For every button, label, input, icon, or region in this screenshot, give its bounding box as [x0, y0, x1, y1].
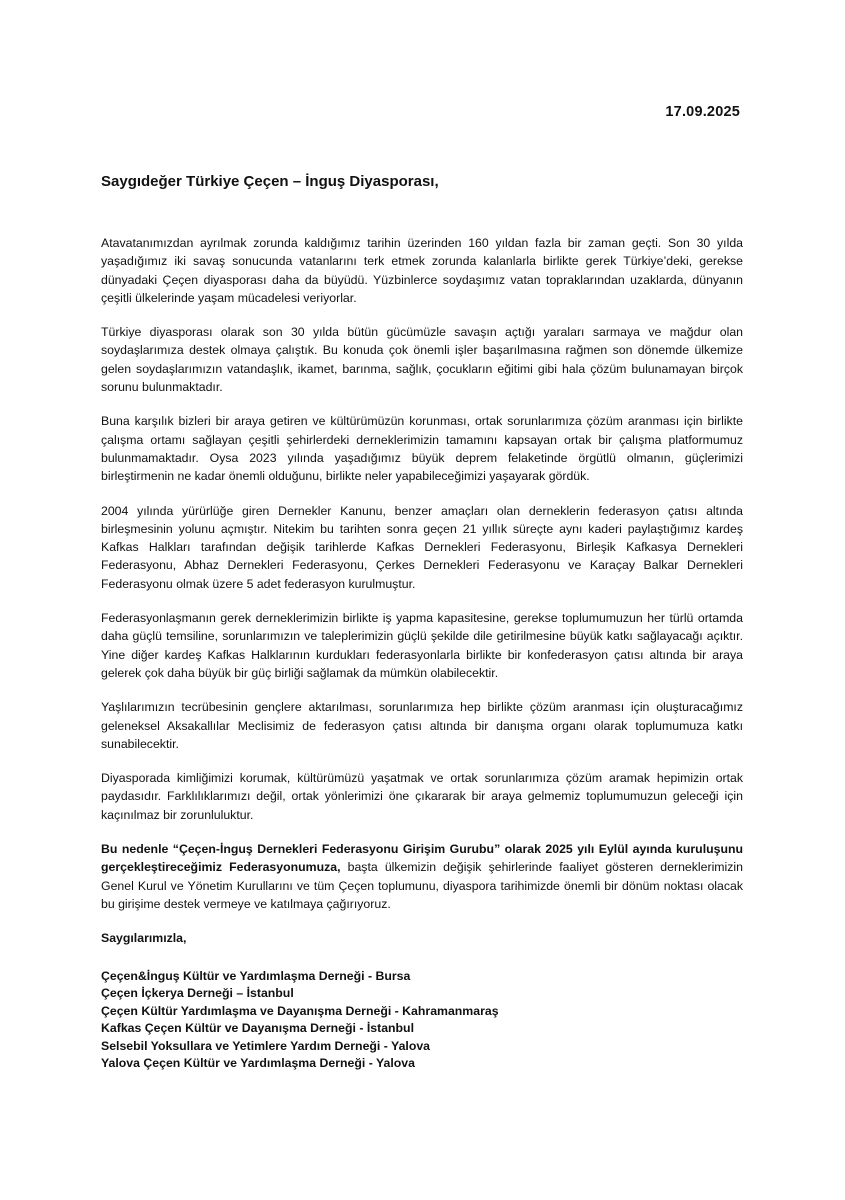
paragraph-final: [101, 840, 743, 913]
letter-closing: Saygılarımızla,: [101, 931, 187, 946]
signatory-item: Kafkas Çeçen Kültür ve Dayanışma Derneği - İstanbul: [101, 1021, 414, 1036]
signatory-item: Selsebil Yoksullara ve Yetimlere Yardım Derneği - Yalova: [101, 1038, 431, 1053]
letter-body: [101, 234, 743, 1073]
paragraph-7: Diyasporada kimliğimizi korumak, kültürümüzü yaşatmak ve ortak sorunlarımıza çözüm aramak hepimizin ortak paydasıdır. Farklılıklarımızı değil, ortak yönlerimizi öne çıkararak bir araya gelmemiz toplumumuzun geleceği için kaçınılmaz bir zorunluluktur.: [101, 771, 743, 822]
paragraph-final-normal: başta ülkemizin değişik şehirlerinde faaliyet gösteren derneklerimizin Genel Kurul ve Yönetim Kurullarını ve tüm Çeçen toplumunu, diyaspora tarihimizde önemli bir dönüm noktası olacak bu girişime destek vermeye ve katılmaya çağırıyoruz.: [101, 860, 743, 911]
paragraph-1: Atavatanımızdan ayrılmak zorunda kaldığımız tarihin üzerinden 160 yıldan fazla bir zaman geçti. Son 30 yılda yaşadığımız iki savaş sonucunda vatanlarını terk etmek zorunda kalanlarla birlikte gerek Türkiye’deki, gerekse dünyadaki Çeçen diyasporası daha da büyüdü. Yüzbinlerce soydaşımız vatan topraklarından uzaklarda, dünyanın çeşitli ülkelerinde yaşam mücadelesi veriyorlar.: [101, 236, 743, 305]
paragraph-2: Türkiye diyasporası olarak son 30 yılda bütün gücümüzle savaşın açtığı yaraları sarmaya ve mağdur olan soydaşlarımıza destek olmaya çalıştık. Bu konuda çok önemli işler başarılmasına rağmen son dönemde ülkemize gelen soydaşlarımızın vatandaşlık, ikamet, barınma, sağlık, çocukların eğitimi gibi hala çözüm bulunamayan birçok sorunu bulunmaktadır.: [101, 325, 743, 395]
signatory-item: Çeçen Kültür Yardımlaşma ve Dayanışma Derneği - Kahramanmaraş: [101, 1003, 499, 1018]
signatory-item: Yalova Çeçen Kültür ve Yardımlaşma Derneği - Yalova: [101, 1056, 415, 1071]
signatory-item: Çeçen&İnguş Kültür ve Yardımlaşma Derneği - Bursa: [101, 968, 411, 983]
paragraph-final-bold: Bu nedenle “Çeçen-İnguş Dernekleri Federasyonu Girişim Gurubu” olarak 2025 yılı Eylül ayında kuruluşunu gerçekleştireceğimiz Federasyonumuza,: [101, 842, 743, 875]
paragraph-4: 2004 yılında yürürlüğe giren Dernekler Kanunu, benzer amaçları olan derneklerin federasyon çatısı altında birleşmesinin yolunu açmıştır. Nitekim bu tarihten sonra geçen 21 yıllık süreçte aynı kaderi paylaştığımız kardeş Kafkas Halkları tarafından değişik tarihlerde Kafkas Dernekleri Federasyonu, Birleşik Kafkasya Dernekleri Federasyonu, Abhaz Dernekleri Federasyonu, Çerkes Dernekleri Federasyonu ve Karaçay Balkar Dernekleri Federasyonu olmak üzere 5 adet federasyon kurulmuştur.: [101, 503, 743, 591]
paragraph-3: Buna karşılık bizleri bir araya getiren ve kültürümüzün korunması, ortak sorunlarımıza çözüm aranması için birlikte çalışma ortamı sağlayan çeşitli şehirlerdeki derneklerimizin tamamını kapsayan ortak bir çalışma platformumuz bulunmamaktadır. Oysa 2023 yılında yaşadığımız büyük deprem felaketinde örgütlü olmanın, güçlerimizi birleştirmenin ne kadar önemli olduğunu, birlikte neler yapabileceğimizi yaşayarak gördük.: [101, 414, 743, 484]
letter-salutation: Saygıdeğer Türkiye Çeçen – İnguş Diyasporası,: [101, 173, 439, 190]
signatory-item: Çeçen İçkerya Derneği – İstanbul: [101, 986, 294, 1001]
paragraph-5: Federasyonlaşmanın gerek derneklerimizin birlikte iş yapma kapasitesine, gerekse toplumumuzun her türlü ortamda daha güçlü temsiline, sorunlarımızın ve taleplerimizin güçlü şekilde dile getirilmesine büyük katkı sağlayacağı açıktır. Yine diğer kardeş Kafkas Halklarının kurdukları federasyonlarla birlikte bir konfederasyon çatısı altında bir araya gelerek çok daha büyük bir güç birliği sağlamak da mümkün olabilecektir.: [101, 611, 743, 680]
signatory-list: [101, 968, 743, 1074]
letter-date: 17.09.2025: [665, 104, 740, 120]
paragraph-6: Yaşlılarımızın tecrübesinin gençlere aktarılması, sorunlarımıza hep birlikte çözüm aranması için oluşturacağımız geleneksel Aksakallılar Meclisimiz de federasyon çatısı altında bir danışma organı olarak toplumumuza katkı sunabilecektir.: [101, 700, 743, 751]
